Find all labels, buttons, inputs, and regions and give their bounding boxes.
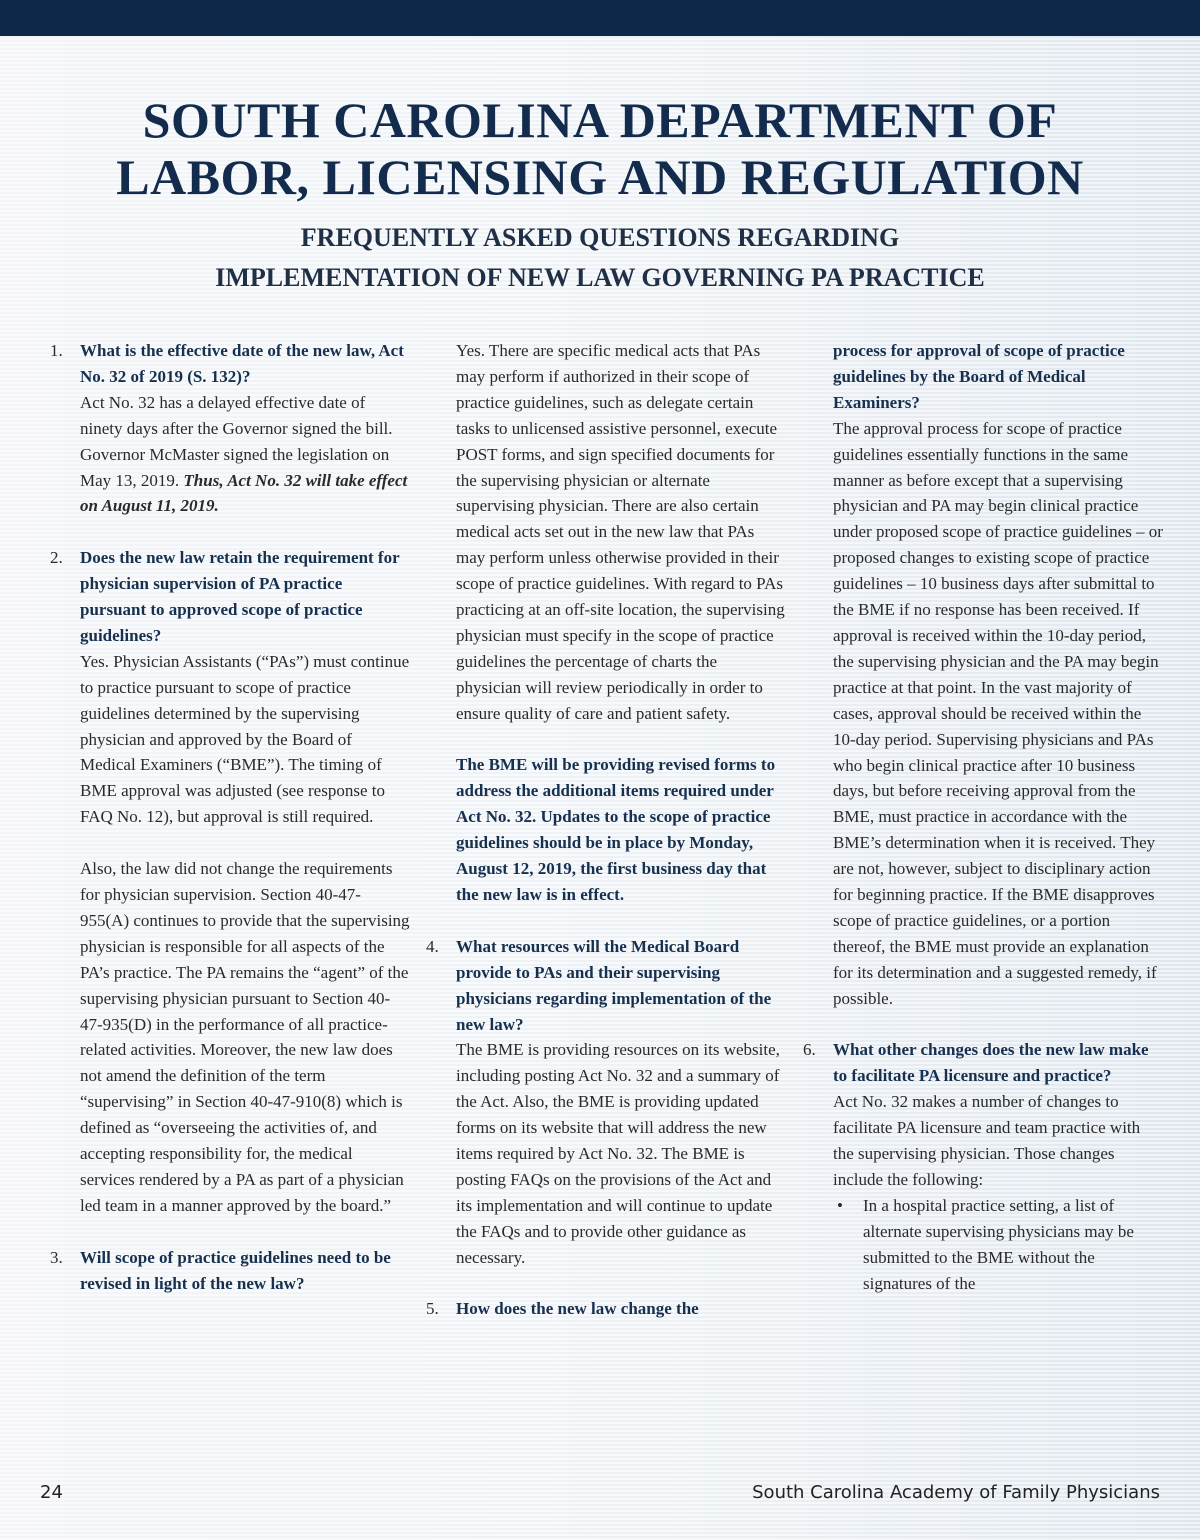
faq-question-continued: process for approval of scope of practice guidelines by the Board of Medical Examiners? bbox=[833, 341, 1125, 412]
column-2 bbox=[426, 338, 786, 1322]
title-line-1: SOUTH CAROLINA DEPARTMENT OF bbox=[142, 92, 1058, 148]
faq-item-3 bbox=[50, 1245, 410, 1297]
bullet-icon: • bbox=[837, 1195, 843, 1215]
page-title bbox=[0, 92, 1200, 206]
faq-answer: Yes. There are specific medical acts that PAs may perform if authorized in their scope of practice guidelines, such as delegate certain tasks to unlicensed assistive personnel, execute POST forms, and sign specified documents for the supervising physician or alternate supervising physician. There are also certain medical acts set out in the new law that PAs may perform unless otherwise provided in their scope of practice guidelines. With regard to PAs practicing at an off-site location, the supervising physician must specify in the scope of practice guidelines the percentage of charts the physician will review periodically in order to ensure quality of care and patient safety. bbox=[456, 341, 785, 723]
faq-answer-emphasis: Thus, Act No. 32 will take effect on August 11, 2019. bbox=[80, 470, 408, 516]
faq-question: What is the effective date of the new law, Act No. 32 of 2019 (S. 132)? bbox=[80, 341, 404, 386]
faq-number: 1. bbox=[50, 341, 63, 360]
faq-number: 3. bbox=[50, 1247, 63, 1267]
faq-item-4 bbox=[426, 934, 786, 1271]
faq-number: 5. bbox=[426, 1299, 439, 1319]
faq-answer: Act No. 32 has a delayed effective date of ninety days after the Governor signed the bill. Governor McMaster signed the legislation on May 13, 2019. Thus, Act No. 32 will take effect on August 11, 2019. bbox=[80, 392, 408, 516]
faq-item-6 bbox=[803, 1037, 1163, 1296]
faq-number: 6. bbox=[803, 1040, 816, 1060]
faq-question: How does the new law change the bbox=[456, 1299, 699, 1319]
title-line-2: LABOR, LICENSING AND REGULATION bbox=[116, 149, 1084, 205]
faq-answer: Act No. 32 makes a number of changes to facilitate PA licensure and team practice with the supervising physician. Those changes include the following: bbox=[833, 1092, 1141, 1189]
faq-number: 2. bbox=[50, 548, 63, 568]
footer-organization: South Carolina Academy of Family Physicians bbox=[752, 1482, 1160, 1503]
faq-answer: The BME is providing resources on its website, including posting Act No. 32 and a summary of the Act. Also, the BME is providing updated forms on its website that will address the new items required by Act No. 32. The BME is posting FAQs on the provisions of the Act and its implementation and will continue to update the FAQs and to provide other guidance as necessary. bbox=[456, 1040, 780, 1267]
faq-question: What other changes does the new law make to facilitate PA licensure and practice? bbox=[833, 1040, 1149, 1086]
column-3 bbox=[803, 338, 1163, 1297]
subtitle-line-2: IMPLEMENTATION OF NEW LAW GOVERNING PA PRACTICE bbox=[215, 263, 985, 292]
page-number: 24 bbox=[40, 1482, 63, 1503]
faq-answer: Yes. Physician Assistants (“PAs”) must continue to practice pursuant to scope of practice guidelines determined by the supervising physician and approved by the Board of Medical Examiners (“BME”). The timing of BME approval was adjusted (see response to FAQ No. 12), but approval is still required. bbox=[80, 651, 410, 827]
faq-question: Will scope of practice guidelines need to be revised in light of the new law? bbox=[80, 1247, 391, 1293]
column-1 bbox=[50, 338, 410, 1296]
faq-number: 4. bbox=[426, 936, 439, 956]
faq-answer: Also, the law did not change the requirements for physician supervision. Section 40-47-955(A) continues to provide that the supervising physician is responsible for all aspects of the PA’s practice. The PA remains the “agent” of the supervising physician pursuant to Section 40-47-935(D) in the performance of all practice-related activities. Moreover, the new law does not amend the definition of the term “supervising” in Section 40-47-910(8) which is defined as “overseeing the activities of, and accepting responsibility for, the medical services rendered by a PA as part of a physician led team in a manner approved by the board.” bbox=[80, 859, 410, 1215]
faq-item-5 bbox=[426, 1296, 786, 1322]
faq-question: Does the new law retain the requirement for physician supervision of PA practice pursuant to approved scope of practice guidelines? bbox=[80, 548, 400, 645]
faq-item-2 bbox=[50, 545, 410, 1219]
faq-item-1 bbox=[50, 338, 410, 519]
faq-question: What resources will the Medical Board provide to PAs and their supervising physicians regarding implementation of the new law? bbox=[456, 936, 772, 1034]
list-item: • In a hospital practice setting, a list of alternate supervising physicians may be submitted to the BME without the signatures of the bbox=[833, 1193, 1163, 1297]
subtitle-line-1: FREQUENTLY ASKED QUESTIONS REGARDING bbox=[300, 223, 900, 252]
faq-answer: The approval process for scope of practice guidelines essentially functions in the same manner as before except that a supervising physician and PA may begin clinical practice under proposed scope of practice guidelines – or proposed changes to existing scope of practice guidelines – 10 business days after submittal to the BME if no response has been received. If approval is received within the 10-day period, the supervising physician and the PA may begin practice at that point. In the vast majority of cases, approval should be received within the 10-day period. Supervising physicians and PAs who begin clinical practice after 10 business days, but before receiving approval from the BME, must practice in accordance with the BME’s determination when it is received. They are not, however, subject to disciplinary action for beginning practice. If the BME disapproves scope of practice guidelines, or a portion thereof, the BME must provide an explanation for its determination and a suggested remedy, if possible. bbox=[833, 418, 1163, 1008]
page-subtitle bbox=[0, 218, 1200, 298]
faq-answer-emphasis: The BME will be providing revised forms to address the additional items required under Act No. 32. Updates to the scope of practice guidelines should be in place by Monday, August 12, 2019, the first business day that the new law is in effect. bbox=[456, 755, 776, 905]
top-bar bbox=[0, 0, 1200, 36]
